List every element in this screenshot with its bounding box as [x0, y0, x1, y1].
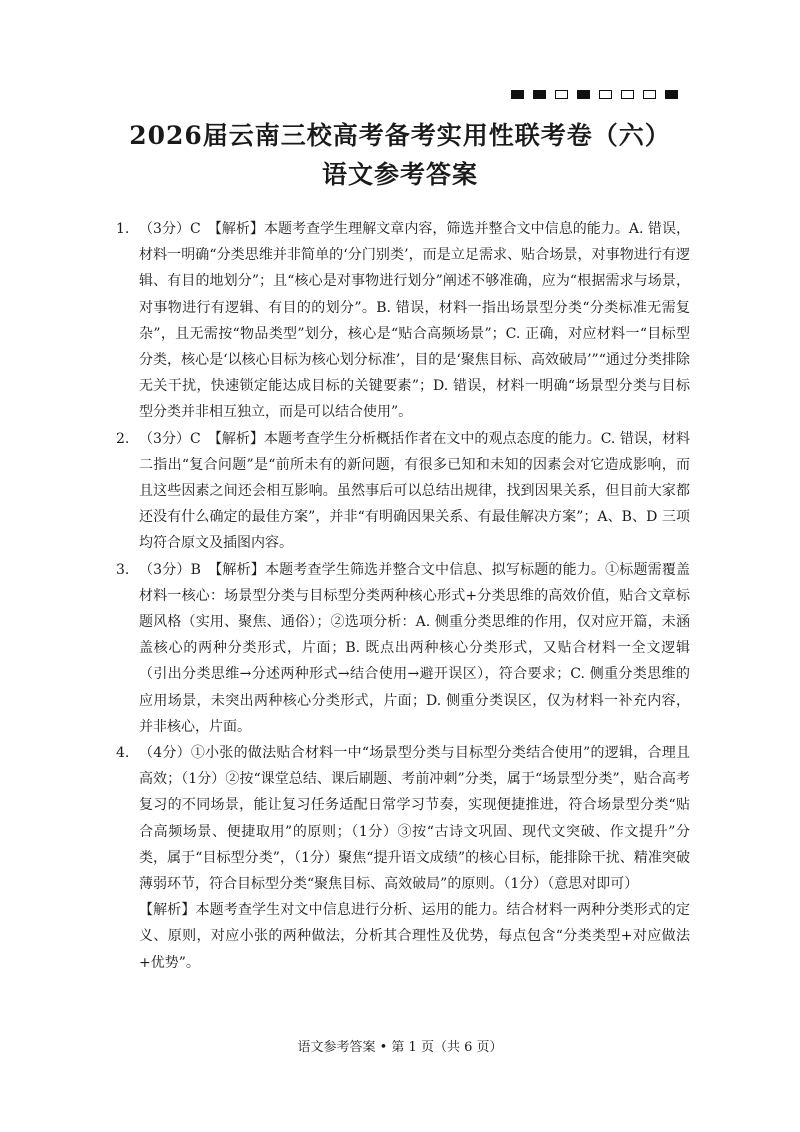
header-mark: [533, 90, 546, 99]
item-text: （3分）C 【解析】本题考查学生理解文章内容，筛选并整合文中信息的能力。A. 错误，材料一明确“分类思维并非简单的‘分门别类’，而是立足需求、贴合场景，对事物进行有逻辑、有目的地划分”；且“核心是对事物进行划分”阐述不够准确，应为“根据需求与场景，对事物进行有逻辑、有目的的划分”。B. 错误，材料一指出场景型分类“分类标准无需复杂”，且无需按“物品类型”划分，核心是“贴合高频场景”；C. 正确，对应材料一“目标型分类，核心是‘以核心目标为核心划分标准’，目的是‘聚焦目标、高效破局’”“通过分类排除无关干扰，快速锁定能达成目标的关键要素”；D. 错误，材料一明确“场景型分类与目标型分类并非相互独立，而是可以结合使用”。: [139, 221, 690, 421]
answer-item-1: [116, 216, 690, 426]
exam-title: 2026届云南三校高考备考实用性联考卷（六）: [129, 121, 671, 150]
item-text: （3分）B 【解析】本题考查学生筛选并整合文中信息、拟写标题的能力。①标题需覆盖材料一核心：场景型分类与目标型分类两种核心形式+分类思维的高效价值，贴合文章标题风格（实用、聚焦、通俗）；②选项分析：A. 侧重分类思维的作用，仅对应开篇，未涵盖核心的两种分类形式，片面；B. 既点出两种核心分类形式，又贴合材料一全文逻辑（引出分类思维→分述两种形式→结合使用→避开误区），符合要求；C. 侧重分类思维的应用场景，未突出两种核心分类形式，片面；D. 侧重分类误区，仅为材料一补充内容，并非核心，片面。: [139, 561, 690, 735]
header-mark: [511, 90, 524, 99]
item-number: 3.: [116, 561, 130, 578]
item-number: 2.: [116, 430, 130, 447]
answer-item-3: [116, 557, 690, 740]
item-text: （4分）①小张的做法贴合材料一中“场景型分类与目标型分类结合使用”的逻辑，合理且高效；（1分）②按“课堂总结、课后刷题、考前冲刺”分类，属于“场景型分类”，贴合高考复习的不同场景，能让复习任务适配日常学习节奏，实现便捷推进，符合场景型分类“贴合高频场景、便捷取用”的原则；（1分）③按“古诗文巩固、现代文突破、作文提升”分类，属于“目标型分类”，（1分）聚焦“提升语文成绩”的核心目标，能排除干扰、精准突破薄弱环节，符合目标型分类“聚焦目标、高效破局”的原则。（1分）（意思对即可）: [139, 745, 690, 893]
header-mark: [577, 90, 590, 99]
header-mark: [643, 90, 656, 99]
answer-item-2: [116, 426, 690, 557]
header-marks: [511, 90, 678, 99]
answer-item-4-analysis: 【解析】本题考查学生对文中信息进行分析、运用的能力。结合材料一两种分类形式的定义、原则，对应小张的两种做法，分析其合理性及优势，每点包含“分类类型+对应做法+优势”。: [139, 902, 690, 971]
page-footer: 语文参考答案 • 第 1 页（共 6 页）: [297, 1040, 503, 1055]
answer-title: 语文参考答案: [321, 160, 478, 189]
answer-content: [116, 216, 690, 976]
answer-item-4: [116, 740, 690, 897]
header-mark: [555, 90, 568, 99]
item-number: 4.: [116, 745, 130, 762]
header-mark: [665, 90, 678, 99]
item-number: 1.: [116, 221, 130, 237]
header-mark: [621, 90, 634, 99]
header-mark: [599, 90, 612, 99]
item-text: （3分）C 【解析】本题考查学生分析概括作者在文中的观点态度的能力。C. 错误，材料二指出“复合问题”是“前所未有的新问题，有很多已知和未知的因素会对它造成影响，而且这些因素之间还会相互影响。虽然事后可以总结出规律，找到因果关系，但目前大家都还没有什么确定的最佳方案”，并非“有明确因果关系、有最佳解决方案”；A、B、D 三项均符合原文及插图内容。: [139, 430, 690, 552]
